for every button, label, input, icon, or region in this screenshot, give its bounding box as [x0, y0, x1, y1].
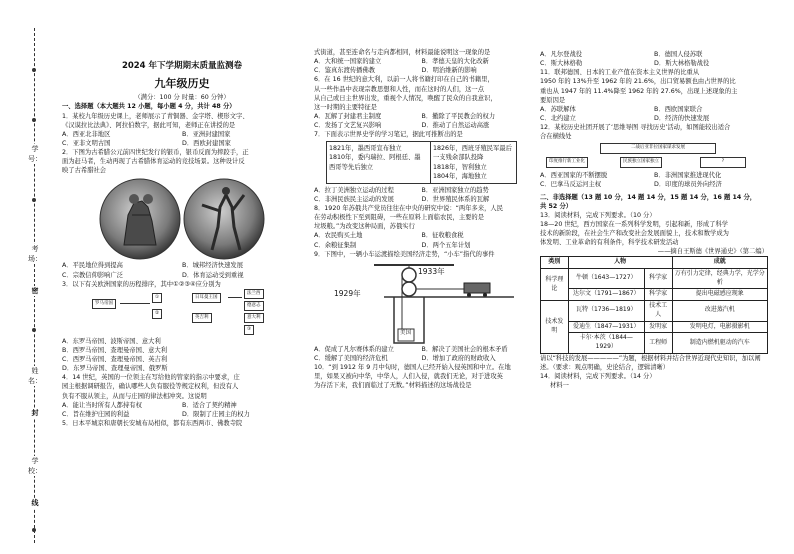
table-cell: 牛顿（1643—1727）	[568, 269, 644, 289]
question-1	[62, 112, 302, 149]
table-cell: 科学理论	[541, 269, 569, 301]
option-b[interactable]: B．亚洲国家独立的趋势	[421, 186, 489, 194]
table-cell: 技术工人	[644, 301, 672, 321]
option-a[interactable]: A．西亚北非地区	[62, 130, 111, 138]
option-b[interactable]: B．非洲国家推进现代化	[654, 172, 722, 180]
option-c[interactable]: C．余粮征集制	[314, 241, 357, 249]
table-cell: 技术发明	[541, 301, 569, 353]
science-tech-table	[540, 256, 768, 353]
question-text: 负有不服从领主，从而与庄园的律法相冲突。这说明	[62, 392, 207, 400]
note-entry: 1804年，海地独立	[433, 172, 487, 180]
question-14-stem: 14．阅读材料，完成下列要求。（14 分）	[540, 372, 656, 380]
option-d[interactable]: D．推动了自然运动高涨	[421, 122, 490, 129]
table-cell: 爱迪生（1847—1931）	[568, 321, 644, 333]
year-label-1929: 1929年	[334, 288, 361, 298]
diagram-arrow	[228, 297, 242, 298]
question-7	[314, 130, 529, 204]
options	[540, 171, 768, 189]
seal-mark: 线	[28, 498, 42, 508]
question-12	[540, 123, 768, 190]
option-d[interactable]: D．世界殖民体系的瓦解	[421, 195, 490, 203]
question-text: 从自己或日主世界出发，重视个人情况，唤醒了民众的自我意识，	[314, 94, 497, 102]
question-text: 这一时期的主要特征是	[314, 103, 377, 111]
pulley-icon	[402, 282, 416, 296]
option-c[interactable]: C．西罗马帝国、查理曼帝国、英吉利	[62, 356, 168, 363]
diagram-node: 意大利	[244, 313, 264, 324]
notes-left	[327, 142, 431, 183]
seal-dot	[32, 198, 36, 202]
diagram-node-1: ①	[152, 293, 162, 304]
options	[62, 261, 302, 279]
coin-illustration	[62, 175, 302, 261]
seal-dot	[32, 118, 36, 122]
note-entry: 1821年，墨西哥宣布独立	[329, 145, 402, 153]
table-row	[541, 333, 768, 353]
independence-notes	[326, 141, 517, 184]
option-d[interactable]: D．增加了政府的财政收入	[421, 354, 496, 362]
option-a[interactable]: A．能让当时所有人都持有权	[62, 401, 142, 409]
coin-image	[62, 175, 302, 261]
diagram-node: 英吉利	[192, 313, 212, 324]
subject-title: 九年级历史	[154, 77, 210, 91]
option-c[interactable]: C．宗教信仰影响广泛	[62, 271, 124, 279]
options	[314, 345, 529, 363]
name-label: 姓名：	[28, 367, 42, 386]
year-label-1933: 1933年	[418, 266, 445, 276]
option-a[interactable]: A．瓦解了封建君主制度	[314, 112, 382, 120]
table-cell: 瓦特（1736—1819）	[568, 301, 644, 321]
europe-flow-diagram	[62, 289, 302, 337]
exam-room-label: 考场：	[28, 245, 42, 264]
option-d[interactable]: D．东罗马帝国、查理曼帝国、俄罗斯	[62, 365, 168, 373]
question-text: 12．某校历史社团开展了‘思维导图 寻找历史’活动，如图能较出适合	[540, 124, 731, 131]
option-a[interactable]: A．促成了凡尔赛体系的建立	[314, 345, 394, 353]
question-text: 重也从 1947 年的 11.4%降至 1962 年的 27.6%，出现上述现象的主	[540, 87, 738, 95]
middle-column	[314, 28, 529, 390]
option-d[interactable]: D．体育运动受到重视	[182, 271, 244, 279]
exam-title: 2024 年下学期期末质量监测卷	[121, 61, 243, 71]
table-header-row	[541, 257, 768, 269]
options	[314, 186, 529, 204]
question-13-task: 请以“科技的发展—————”为题，根据材料并结合世界近现代史知识，加以阐述。（要求：观点明确，史论结合，逻辑清晰）	[540, 354, 761, 371]
question-text: 2．下图为古希腊公元前四世纪发行的银币，银币反面为摔跤手，正	[62, 149, 249, 156]
option-d[interactable]: D．经济的快速发展	[654, 114, 710, 122]
option-b[interactable]: B．解决了美国社会的根本矛盾	[421, 345, 508, 353]
diagram-node: 法兰西	[244, 289, 264, 300]
mind-map-diagram	[540, 141, 768, 171]
question-text: 要原因是	[540, 96, 566, 104]
option-d[interactable]: D．斯大林格勒战役	[654, 60, 710, 68]
question-text: 7．下面表示世界史学的学习笔记，据此可推断出的是	[314, 131, 463, 139]
seal-dot	[32, 528, 36, 532]
question-text: 映了古希腊社会	[62, 167, 107, 175]
table-cell: 制造内燃机驱动的汽车	[672, 333, 767, 353]
option-b[interactable]: B．西欧国家联合	[654, 105, 703, 113]
option-d[interactable]: D．西欧封建国家	[182, 139, 231, 147]
note-entry: 1826年，西班牙殖民军最后	[433, 145, 512, 153]
question-3	[62, 280, 302, 374]
table-cell: 万有引力定律，经典力学，光学分析	[672, 269, 767, 289]
question-10	[314, 363, 529, 390]
option-a[interactable]: A．西亚国家的不断摆脱	[540, 172, 608, 180]
section2-heading: 二、非选择题（13 题 10 分，14 题 14 分，15 题 14 分，16 题 14 分，	[540, 193, 757, 201]
seal-mark: 密	[28, 286, 42, 296]
question-text: 8．1920 年苏俄共产党员往往在中央的研究中说：“两年多来，人民	[314, 205, 504, 212]
option-c[interactable]: C．巴拿马反运河主权	[540, 181, 602, 189]
table-cell: 达尔文（1791—1867）	[568, 289, 644, 301]
question-text: 合在横线处	[540, 133, 572, 141]
material-label: 材料一	[550, 381, 569, 389]
question-text: 18—20 世纪，西方国家在一系列科学发明，引起和新，形成了科学	[540, 220, 729, 228]
options	[314, 231, 529, 249]
option-a[interactable]: A．平民地位得到提高	[62, 262, 123, 270]
question-text: 式街道，甚至连命名与走向都相同，材料最能说明这一现象的是	[314, 49, 491, 56]
table-row	[541, 289, 768, 301]
table-cell: 改进蒸汽机	[672, 301, 767, 321]
question-text: 3．以下有关欧洲国家的历程排序，其中①②③④应分别为	[62, 280, 221, 288]
option-c[interactable]: C．缓解了美国的经济危机	[314, 354, 388, 362]
option-c[interactable]: C．北约建立	[540, 114, 576, 122]
note-entry: 西哥等先后独立	[329, 163, 374, 171]
pulley-icon	[402, 268, 416, 282]
question-text: 6．在 16 世纪的意大利，以前一人将书籍打印在自己的书籍里，	[314, 76, 494, 84]
weight-label: 美国	[400, 329, 412, 336]
table-cell: 提出电磁感应现象	[672, 289, 767, 301]
question-text: 1950 年的 13%升至 1962 年的 21.6%，出口贸易额也由占世界的比	[540, 78, 736, 86]
question-text: 11．联邦德国、日本的工业产值在资本主义世界的比重从	[540, 69, 700, 77]
option-b[interactable]: B．德国人侵苏联	[654, 51, 703, 58]
option-b[interactable]: B．西罗马帝国、查理曼帝国、意大利	[62, 346, 168, 354]
question-text: 10．“到 1912 年 9 月中旬时，德国人已经开始入侵英国和中立。在地	[314, 364, 511, 371]
diagram-node: 日耳曼王国	[192, 293, 221, 304]
diagram-node-2: ②	[152, 309, 162, 320]
question-text: 4．14 世纪，英国的一位领主在写给他的管家的指示中要求，庄	[62, 374, 240, 382]
question-11	[540, 68, 768, 123]
question-10-options	[540, 50, 768, 68]
section2-heading: 共 52 分）	[540, 202, 573, 210]
diagram-node: 罗马帝国	[92, 299, 116, 310]
question-2	[62, 148, 302, 280]
right-column	[540, 28, 768, 390]
table-cell: 卡尔·本茨（1844—1929）	[568, 333, 644, 353]
question-text: 园主根据调研报告，确认哪些人负有服役等规定权利，但没有人	[62, 383, 239, 391]
option-a[interactable]: A．凡尔登战役	[540, 51, 583, 58]
binding-margin	[28, 28, 42, 543]
diagram-node: 德意志	[244, 301, 264, 312]
options	[314, 57, 529, 75]
note-entry: 1818年，智利独立	[433, 163, 487, 171]
note-entry: 一支残余部队投降	[433, 154, 484, 162]
notes-right	[431, 142, 516, 183]
source-citation: ——摘自王斯德《世界通史》（第二编）	[657, 248, 768, 256]
note-entry: 1810年，委内瑞拉、阿根廷、墨	[329, 154, 421, 162]
question-5-start: 5．日本平城京和唐朝长安城布局相似，都有东西两市、佛教寺院	[62, 419, 243, 427]
student-id-label: 学号：	[28, 145, 42, 164]
options	[540, 105, 768, 123]
question-4	[62, 373, 302, 419]
table-header: 人物	[568, 257, 672, 269]
table-header: 成就	[672, 257, 767, 269]
question-text: 《汉谟拉比法典》、阿拉伯数字，据此可知，老师正在讲授的是	[62, 121, 236, 129]
question-text: 体发明、工业革命的有利条件，科学技术研发活动	[540, 239, 679, 247]
question-text: 在劳动积极性下至到阻碍，一些在原料上面临农民，主要的是	[314, 214, 485, 222]
option-d[interactable]: D．明治维新的影响	[421, 67, 477, 75]
option-c[interactable]: C．斯大林格勒	[540, 60, 583, 68]
option-b[interactable]: B．亚洲封建国家	[182, 130, 231, 138]
table-cell: 发明电灯，电影摄影机	[672, 321, 767, 333]
question-text: 面为赶马者，生动再现了古希腊体育运动的竞技场景。这种设计反	[62, 158, 245, 166]
section2	[540, 193, 768, 391]
option-c[interactable]: C．旨在维护庄园的利益	[62, 410, 130, 418]
section1-heading: 一、选择题（本大题共 12 小题，每小题 4 分，共计 48 分）	[62, 103, 236, 111]
table-row	[541, 301, 768, 321]
question-text: 从一些作品中表现宗教思想和人性，而在这时的人们，这一点	[314, 85, 485, 93]
option-d[interactable]: D．印度的球员外向经济	[654, 181, 722, 189]
mind-map-node: 民族独立国家独立	[620, 157, 662, 168]
question-6	[314, 75, 529, 130]
question-8	[314, 204, 529, 250]
mind-map-root: 二战后亚非拉国家谋求发展	[600, 143, 716, 154]
question-text: 垃圾粮。”为改变这种局面，苏俄实行	[314, 223, 415, 231]
left-column	[62, 28, 302, 428]
option-c[interactable]: C．鉴真东渡传播佛教	[314, 67, 376, 75]
table-cell: 科学家	[644, 289, 672, 301]
options	[314, 112, 529, 130]
option-c[interactable]: C．非洲民族民主运动的发展	[314, 195, 394, 203]
mind-map-node: 印度推行新工业化	[546, 157, 588, 168]
option-a[interactable]: A．大和统一国家的建立	[314, 58, 382, 66]
score-time: （满分：100 分 时量：60 分钟）	[134, 94, 230, 102]
options	[62, 401, 302, 419]
question-text: 里，如果又被向中华，中华人，人们入侵，就我们无论，对于进攻英	[314, 373, 503, 381]
option-b[interactable]: B．撤除了平民教会的权力	[421, 112, 496, 120]
option-b[interactable]: B．适合了契约精神	[182, 401, 237, 409]
option-d[interactable]: D．两个五年计划	[421, 241, 471, 249]
table-row	[541, 321, 768, 333]
table-header: 类别	[541, 257, 569, 269]
question-text: 技术的新阶段，在社会生产和改变社会发展面貌上，技术和数学成为	[540, 230, 729, 237]
school-label: 学校：	[28, 457, 42, 476]
table-row	[541, 269, 768, 289]
option-a[interactable]: A．苏联解体	[540, 105, 576, 113]
seal-dot	[32, 68, 36, 72]
question-text: 9．下图中，一辆小车运渡描绘美国经济走势，“小车”指代的事件	[314, 250, 495, 258]
option-a[interactable]: A．农民购买土地	[314, 232, 363, 240]
seal-mark: 封	[28, 408, 42, 418]
option-a[interactable]: A．拉丁美洲独立运动的过程	[314, 186, 394, 194]
option-b[interactable]: B．城邦经济快速发展	[182, 262, 243, 270]
seal-dot	[32, 328, 36, 332]
option-c[interactable]: C．发扬了文艺复兴影响	[314, 122, 382, 129]
options	[62, 130, 302, 148]
table-cell: 科学家	[644, 269, 672, 289]
option-b[interactable]: B．征收粮食税	[421, 232, 464, 240]
option-b[interactable]: B．孝德天皇的大化改新	[421, 58, 489, 66]
option-a[interactable]: A．东罗马帝国、波斯帝国、意大利	[62, 337, 161, 345]
option-d[interactable]: D．限制了庄园主的权力	[182, 410, 250, 418]
question-text: 1．某校九年级历史课上，老师展示了青铜器、金字塔、楔形文字、	[62, 112, 249, 120]
diagram-arrow	[120, 303, 150, 304]
question-9	[314, 250, 529, 363]
table-cell: 工程师	[644, 333, 672, 353]
cart-pulley-figure	[314, 259, 529, 345]
table-cell: 发明家	[644, 321, 672, 333]
cart-icon	[464, 283, 490, 293]
diagram-node-3: ③	[244, 325, 254, 336]
question-text: 为存活下来，我们面临过了无数。”材料描述的这场战役是	[314, 382, 472, 390]
question-text: 13．阅读材料，完成下列要求。（10 分）	[540, 211, 656, 219]
mind-map-blank: ?	[700, 157, 746, 168]
option-c[interactable]: C．亚非文明古国	[62, 139, 111, 147]
